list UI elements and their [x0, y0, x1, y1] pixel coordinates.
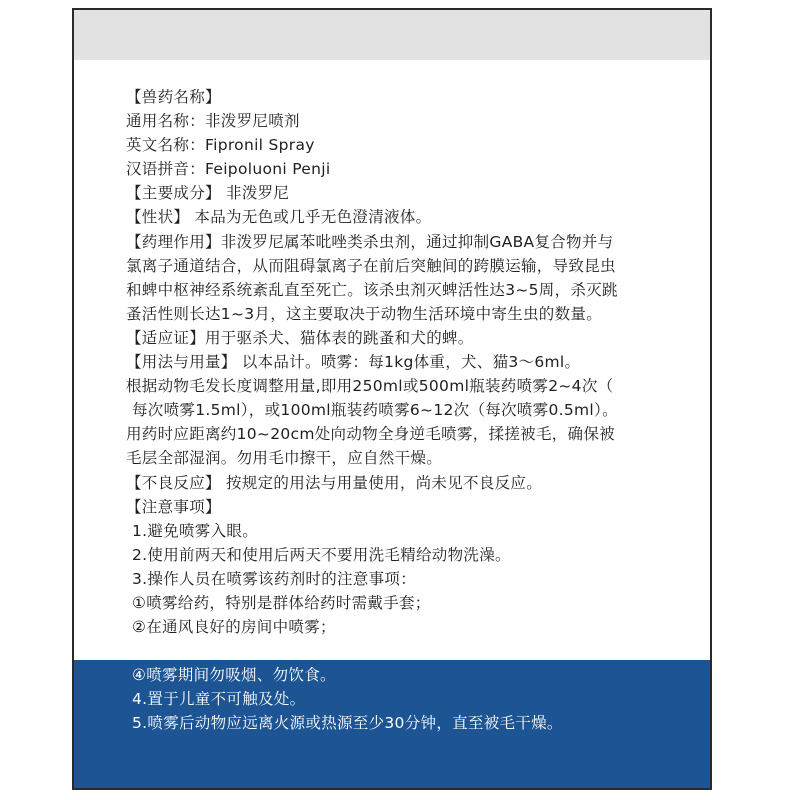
appearance-line: 【性状】 本品为无色或几乎无色澄清液体。: [126, 208, 432, 227]
pharmacology-line-2: 氯离子通道结合，从而阻碍氯离子在前后突触间的跨膜运输，导致昆虫: [126, 256, 616, 275]
dosage-line-5: 毛层全部湿润。勿用毛巾擦干，应自然干燥。: [126, 449, 443, 468]
precaution-subitem-1: ①喷雾给药，特别是群体给药时需戴手套；: [132, 593, 431, 612]
pharmacology-line-4: 蚤活性则长达1~3月，这主要取决于动物生活环境中寄生虫的数量。: [126, 304, 603, 323]
header-band: [74, 10, 710, 60]
english-name-line: 英文名称：Fipronil Spray: [126, 136, 315, 155]
dosage-line-2: 根据动物毛发长度调整用量,即用250ml或500ml瓶装药喷雾2~4次（: [126, 377, 614, 396]
pinyin-line: 汉语拼音：Feipoluoni Penji: [126, 160, 331, 179]
section-heading-drug-name: 【兽药名称】: [126, 88, 221, 106]
section-heading-precautions: 【注意事项】: [126, 497, 221, 516]
precaution-item-4: 4.置于儿童不可触及处。: [132, 690, 306, 709]
precaution-subitem-3: ③喷雾完毕后洗手；: [132, 642, 273, 661]
leaflet-text: [126, 85, 696, 736]
leaflet-frame: [72, 8, 712, 790]
main-ingredient-line: 【主要成分】 非泼罗尼: [126, 184, 290, 203]
precaution-subitem-4: ④喷雾期间勿吸烟、勿饮食。: [132, 666, 336, 685]
dosage-line-4: 用药时应距离约10~20cm处向动物全身逆毛喷雾，揉搓被毛，确保被: [126, 425, 615, 444]
generic-name-line: 通用名称：非泼罗尼喷剂: [126, 112, 300, 131]
adverse-reaction-line: 【不良反应】 按规定的用法与用量使用，尚未见不良反应。: [126, 473, 543, 492]
pharmacology-line-1: 【药理作用】非泼罗尼属苯吡唑类杀虫剂，通过抑制GABA复合物并与: [126, 232, 614, 251]
indication-line: 【适应证】用于驱杀犬、猫体表的跳蚤和犬的蜱。: [126, 328, 474, 347]
pharmacology-line-3: 和蜱中枢神经系统紊乱直至死亡。该杀虫剂灭蜱活性达3~5周，杀灭跳: [126, 280, 618, 299]
precaution-subitem-2: ②在通风良好的房间中喷雾；: [132, 618, 336, 637]
dosage-line-1: 【用法与用量】 以本品计。喷雾：每1kg体重，犬、猫3～6ml。: [126, 353, 581, 372]
precaution-item-2: 2.使用前两天和使用后两天不要用洗毛精给动物洗澡。: [132, 545, 511, 564]
dosage-line-3: 每次喷雾1.5ml），或100ml瓶装药喷雾6~12次（每次喷雾0.5ml）。: [132, 401, 618, 420]
precaution-item-1: 1.避免喷雾入眼。: [132, 521, 258, 540]
precaution-item-5: 5.喷雾后动物应远离火源或热源至少30分钟，直至被毛干燥。: [132, 714, 563, 733]
precaution-item-3: 3.操作人员在喷雾该药剂时的注意事项：: [132, 569, 416, 588]
